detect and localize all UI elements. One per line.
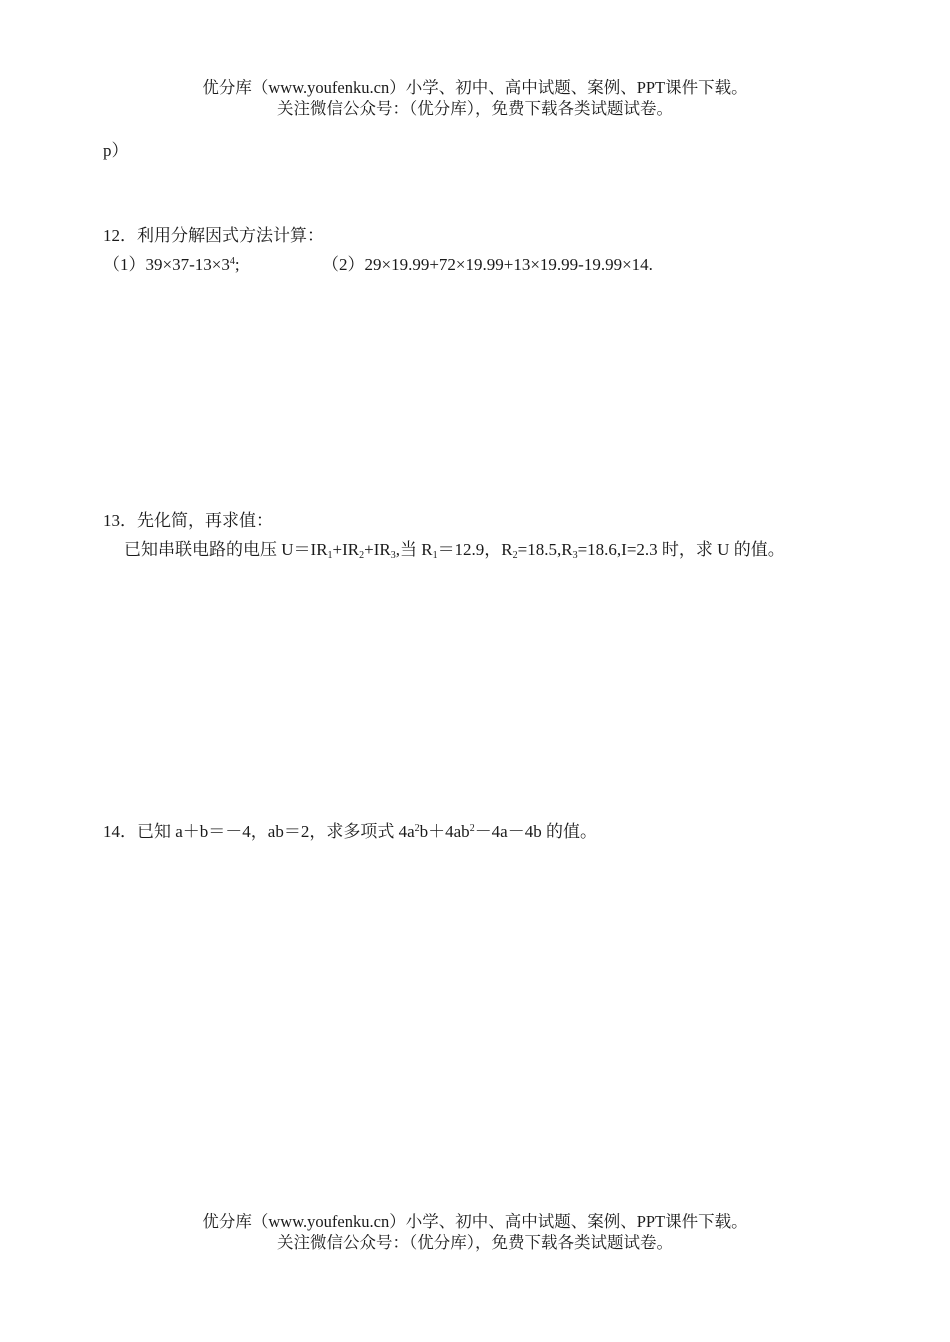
q14-exponent-2: 2 xyxy=(469,823,475,834)
question-13-title: 13．先化简，再求值： xyxy=(103,511,273,530)
q13-text-5: ＝12.9，R xyxy=(437,540,513,559)
page-header xyxy=(0,77,950,119)
q13-sub-1: 1 xyxy=(327,550,333,561)
q13-text-6: =18.5,R xyxy=(517,540,573,559)
q14-text-2: b＋4ab xyxy=(419,822,470,841)
footer-line-2: 关注微信公众号：（优分库），免费下载各类试题试卷。 xyxy=(277,1233,673,1252)
q12-part1-text: （1）39×37-13×3 xyxy=(103,255,230,274)
q13-text-4: ,当 R xyxy=(395,540,433,559)
q13-sub-4: 1 xyxy=(432,550,438,561)
q13-text-3: +IR xyxy=(364,540,391,559)
question-13-body xyxy=(124,535,785,560)
q12-part1-exponent: 4 xyxy=(229,256,235,267)
q14-exponent-1: 2 xyxy=(414,823,420,834)
previous-page-fragment: p） xyxy=(103,141,129,160)
footer-line-1: 优分库（www.youfenku.cn）小学、初中、高中试题、案例、PPT课件下载。 xyxy=(202,1212,748,1231)
q13-sub-6: 3 xyxy=(572,550,578,561)
header-line-1: 优分库（www.youfenku.cn）小学、初中、高中试题、案例、PPT课件下载。 xyxy=(202,78,748,97)
question-12-part-2: （2）29×19.99+72×19.99+13×19.99-19.99×14. xyxy=(322,255,653,274)
question-12-title: 12．利用分解因式方法计算： xyxy=(103,226,324,245)
question-14 xyxy=(103,817,597,842)
q14-text-1: 14．已知 a＋b＝－4，ab＝2，求多项式 4a xyxy=(103,822,415,841)
question-12-part-1 xyxy=(103,250,240,275)
page-footer xyxy=(0,1211,950,1253)
q13-text-2: +IR xyxy=(332,540,360,559)
q13-text-1: 已知串联电路的电压 U＝IR xyxy=(124,540,328,559)
q13-sub-5: 2 xyxy=(512,550,518,561)
q12-part1-end: ; xyxy=(234,255,240,274)
header-line-2: 关注微信公众号：（优分库），免费下载各类试题试卷。 xyxy=(277,99,673,118)
q13-sub-2: 2 xyxy=(359,550,365,561)
q13-text-7: =18.6,I=2.3 时，求 U 的值。 xyxy=(577,540,785,559)
q14-text-3: －4a－4b 的值。 xyxy=(474,822,597,841)
q13-sub-3: 3 xyxy=(390,550,396,561)
